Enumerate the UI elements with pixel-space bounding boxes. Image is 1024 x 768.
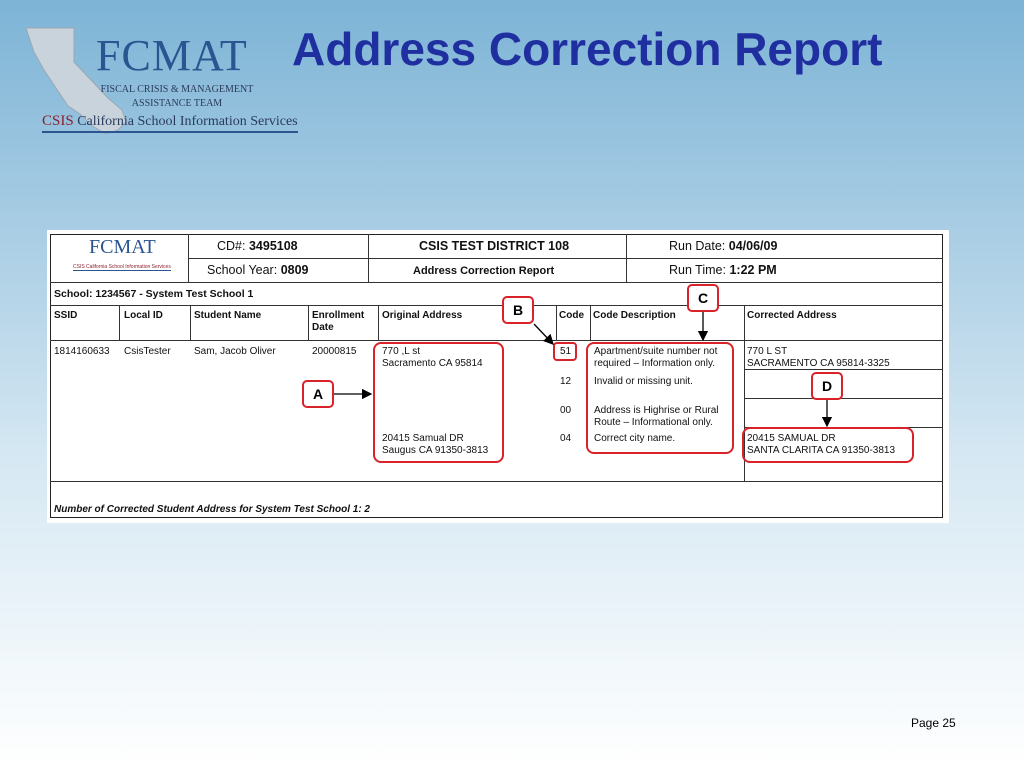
cd-field [217, 240, 298, 252]
highlight-code-51 [553, 342, 577, 361]
highlight-corrected-address [742, 427, 914, 463]
orig-address-2-line2: Saugus CA 91350-3813 [382, 445, 489, 456]
callout-d: D [811, 372, 843, 400]
report-footer: Number of Corrected Student Address for System Test School 1: 2 [54, 504, 370, 515]
grid-line [378, 305, 379, 340]
logo-name: FCMAT [96, 31, 248, 80]
run-date-value: 04/06/09 [728, 239, 778, 253]
school-year-value: 0809 [280, 263, 309, 277]
fcmat-logo [22, 18, 298, 138]
page-label: Page [911, 716, 940, 730]
desc-00-line2: Route – Informational only. [594, 417, 713, 428]
col-original-address: Original Address [382, 310, 463, 321]
grid-line [50, 282, 943, 283]
callout-b: B [502, 296, 534, 324]
code-00: 00 [560, 405, 572, 416]
run-time-label: Run Time: [669, 263, 726, 277]
grid-line [744, 398, 943, 399]
grid-line [308, 305, 309, 340]
slide-title: Address Correction Report [292, 23, 883, 75]
orig-address-1-line2: Sacramento CA 95814 [382, 358, 483, 369]
desc-04: Correct city name. [594, 433, 676, 444]
grid-line [556, 305, 557, 340]
run-date-label: Run Date: [669, 239, 726, 253]
col-code: Code [559, 310, 584, 321]
grid-line [626, 234, 627, 282]
desc-51-line2: required – Information only. [594, 358, 715, 369]
logo-line-2: ASSISTANCE TEAM [131, 98, 223, 109]
district-name: CSIS TEST DISTRICT 108 [419, 239, 570, 253]
code-04: 04 [560, 433, 572, 444]
report-logo-name: FCMAT [89, 236, 156, 258]
run-time-value: 1:22 PM [729, 263, 777, 277]
col-corrected-address: Corrected Address [747, 310, 837, 321]
orig-address-2-line1: 20415 Samual DR [382, 433, 464, 444]
logo-csis [42, 113, 298, 133]
cd-value: 3495108 [248, 239, 298, 253]
code-12: 12 [560, 376, 572, 387]
col-local-id: Local ID [124, 310, 163, 321]
grid-line [590, 305, 591, 340]
cell-enrollment-date: 20000815 [312, 346, 357, 357]
col-ssid: SSID [54, 310, 78, 321]
school-year-field [207, 264, 309, 276]
report-logo [73, 236, 193, 276]
logo-csis-full: California School Information Services [77, 114, 298, 129]
grid-line [190, 305, 191, 340]
callout-c: C [687, 284, 719, 312]
code-51: 51 [560, 346, 572, 357]
grid-line [119, 305, 120, 340]
grid-line [50, 481, 943, 482]
grid-line [368, 234, 369, 282]
grid-line [50, 305, 943, 306]
corrected-address-1-line2: SACRAMENTO CA 95814-3325 [747, 358, 890, 369]
desc-12: Invalid or missing unit. [594, 376, 693, 387]
corrected-address-2-line2: SANTA CLARITA CA 91350-3813 [747, 445, 896, 456]
school-year-label: School Year: [207, 263, 278, 277]
logo-line-1: FISCAL CRISIS & MANAGEMENT [100, 84, 254, 95]
page-number [911, 716, 956, 730]
col-code-description: Code Description [593, 310, 676, 321]
school-label: School: 1234567 - System Test School 1 [54, 288, 254, 300]
grid-line [188, 258, 943, 259]
report-name: Address Correction Report [413, 265, 555, 277]
page-value: 25 [942, 716, 956, 730]
desc-00-line1: Address is Highrise or Rural [594, 405, 719, 416]
callout-a: A [302, 380, 334, 408]
cd-label: CD#: [217, 239, 246, 253]
cell-ssid: 1814160633 [54, 346, 110, 357]
run-time-field [669, 264, 777, 276]
col-enrollment-date: Date [312, 322, 334, 333]
desc-51-line1: Apartment/suite number not [594, 346, 718, 357]
run-date-field [669, 240, 777, 252]
grid-line [50, 340, 943, 341]
highlight-original-address [373, 342, 504, 463]
cell-local-id: CsisTester [124, 346, 171, 357]
highlight-code-description [586, 342, 734, 454]
cell-student-name: Sam, Jacob Oliver [194, 346, 276, 357]
col-student-name: Student Name [194, 310, 262, 321]
col-enrollment: Enrollment [312, 310, 365, 321]
orig-address-1-line1: 770 ,L st [382, 346, 420, 357]
corrected-address-2-line1: 20415 SAMUAL DR [747, 433, 836, 444]
logo-csis-abbr: CSIS [42, 113, 74, 129]
report-logo-csis: CSIS California School Information Services [73, 264, 171, 270]
corrected-address-1-line1: 770 L ST [747, 346, 788, 357]
